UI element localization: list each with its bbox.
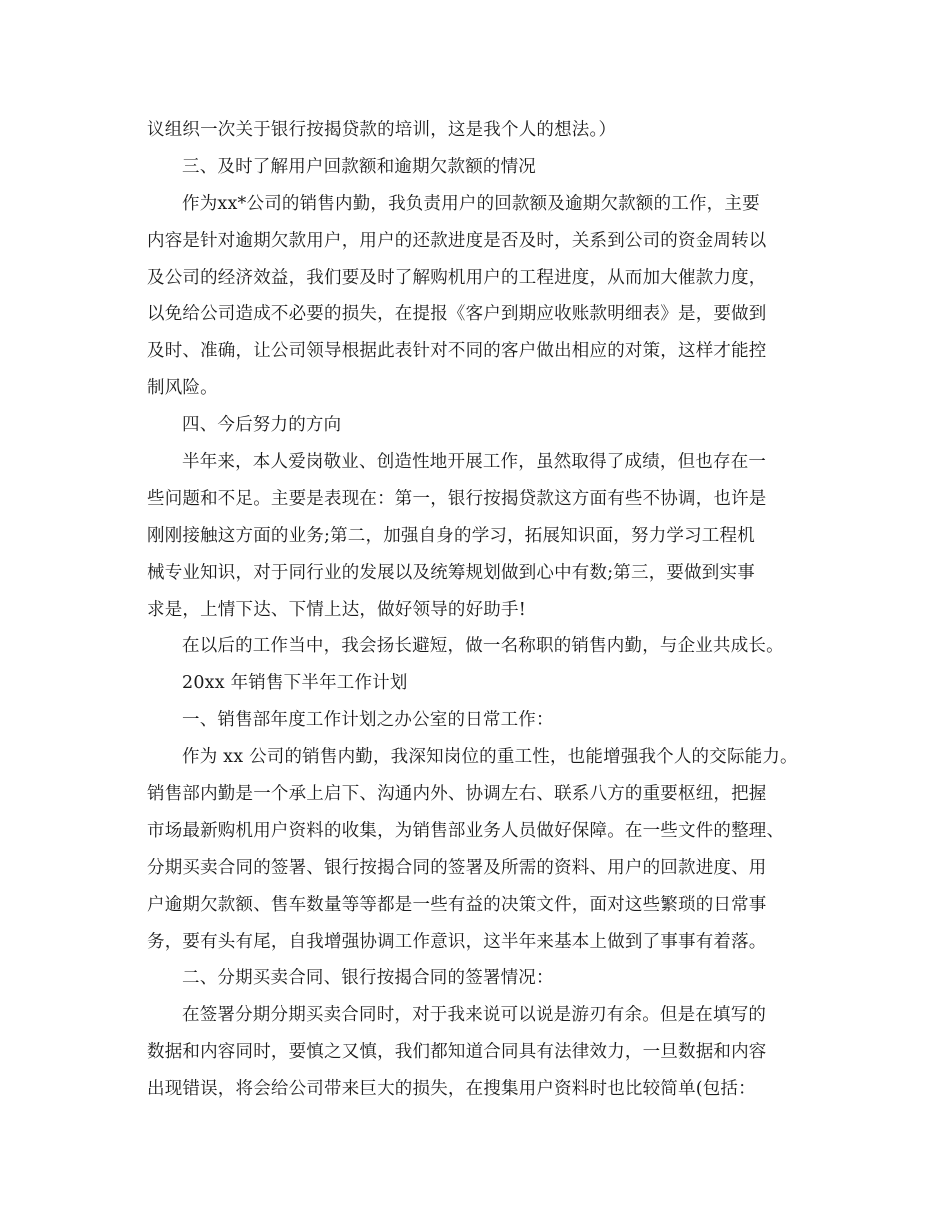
text-line: 一、销售部年度工作计划之办公室的日常工作： bbox=[182, 710, 554, 731]
text-line: 作为xx*公司的销售内勤，我负责用户的回款额及逾期欠款额的工作，主要 bbox=[182, 193, 760, 214]
text-line: 制风险。 bbox=[147, 378, 218, 399]
text-line: 半年来，本人爱岗敬业、创造性地开展工作，虽然取得了成绩，但也存在一 bbox=[182, 452, 767, 473]
text-line: 在签署分期分期买卖合同时，对于我来说可以说是游刃有余。但是在填写的 bbox=[182, 1005, 767, 1026]
text-line: 内容是针对逾期欠款用户，用户的还款进度是否及时，关系到公司的资金周转以 bbox=[147, 230, 767, 251]
text-line: 及公司的经济效益，我们要及时了解购机用户的工程进度，从而加大催款力度， bbox=[147, 267, 767, 288]
text-line: 二、分期买卖合同、银行按揭合同的签署情况： bbox=[182, 968, 554, 989]
text-line: 以免给公司造成不必要的损失，在提报《客户到期应收账款明细表》是，要做到 bbox=[147, 304, 767, 325]
text-line: 求是，上情下达、下情上达，做好领导的好助手! bbox=[147, 599, 526, 620]
document-body bbox=[147, 112, 817, 1108]
text-line: 出现错误，将会给公司带来巨大的损失，在搜集用户资料时也比较简单(包括： bbox=[147, 1079, 756, 1100]
text-line: 及时、准确，让公司领导根据此表针对不同的客户做出相应的对策，这样才能控 bbox=[147, 341, 767, 362]
text-line: 数据和内容同时，要慎之又慎，我们都知道合同具有法律效力，一旦数据和内容 bbox=[147, 1042, 767, 1063]
text-line: 户逾期欠款额、售车数量等等都是一些有益的决策文件，面对这些繁琐的日常事 bbox=[147, 894, 767, 915]
text-line: 作为 xx 公司的销售内勤，我深知岗位的重工性，也能增强我个人的交际能力。 bbox=[182, 747, 798, 768]
text-line: 20xx 年销售下半年工作计划 bbox=[182, 673, 408, 694]
text-line: 销售部内勤是一个承上启下、沟通内外、协调左右、联系八方的重要枢纽，把握 bbox=[147, 784, 767, 805]
text-line: 四、今后努力的方向 bbox=[182, 415, 342, 436]
text-line: 刚刚接触这方面的业务;第二，加强自身的学习，拓展知识面，努力学习工程机 bbox=[147, 525, 755, 546]
text-line: 市场最新购机用户资料的收集，为销售部业务人员做好保障。在一些文件的整理、 bbox=[147, 820, 785, 841]
text-line: 议组织一次关于银行按揭贷款的培训，这是我个人的想法。） bbox=[147, 120, 617, 140]
text-line: 务，要有头有尾，自我增强协调工作意识，这半年来基本上做到了事事有着落。 bbox=[147, 931, 767, 952]
text-line: 在以后的工作当中，我会扬长避短，做一名称职的销售内勤，与企业共成长。 bbox=[182, 636, 784, 657]
text-line: 分期买卖合同的签署、银行按揭合同的签署及所需的资料、用户的回款进度、用 bbox=[147, 857, 767, 878]
text-line: 三、及时了解用户回款额和逾期欠款额的情况 bbox=[182, 156, 536, 177]
text-line: 械专业知识，对于同行业的发展以及统筹规划做到心中有数;第三，要做到实事 bbox=[147, 562, 755, 583]
text-line: 些问题和不足。主要是表现在：第一，银行按揭贷款这方面有些不协调，也许是 bbox=[147, 488, 767, 509]
